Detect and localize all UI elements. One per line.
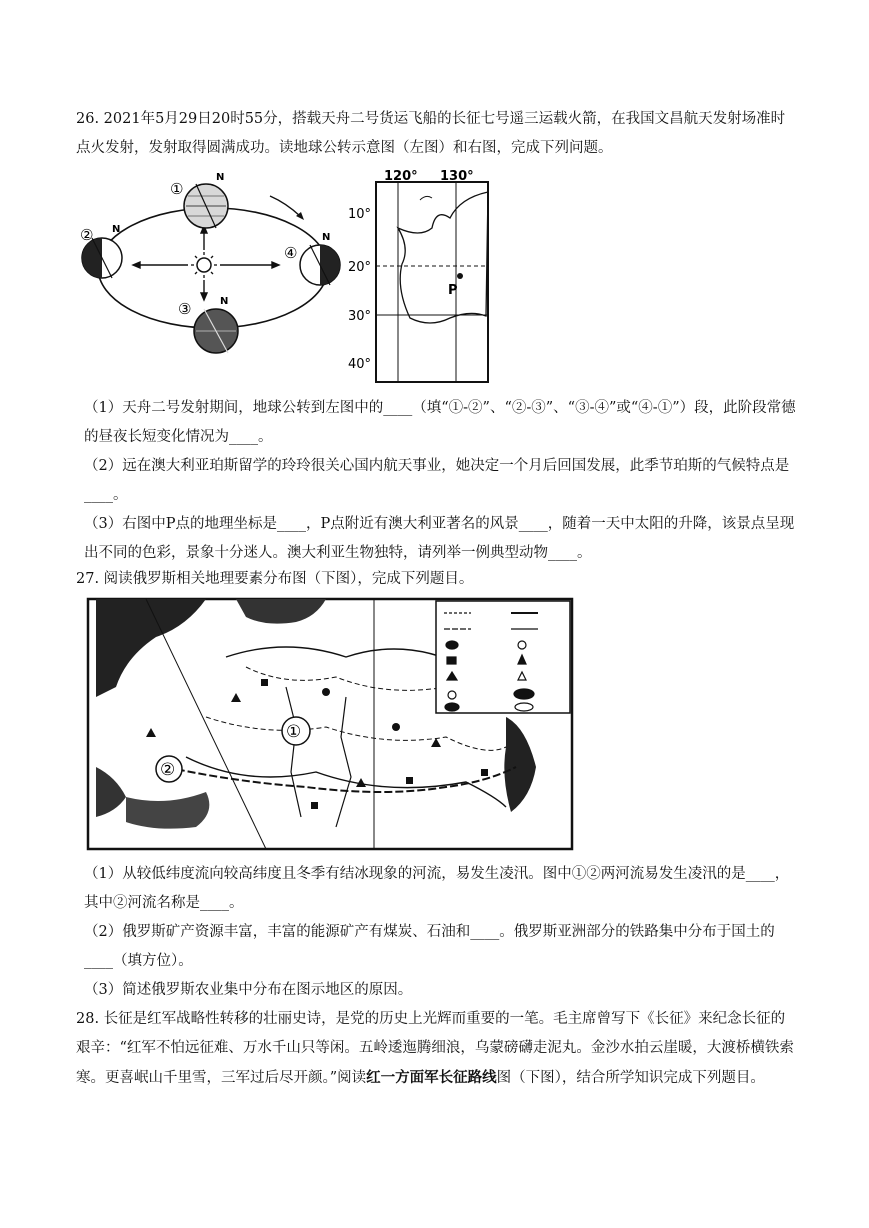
point-p-label: P bbox=[448, 283, 458, 298]
sun-icon bbox=[191, 252, 217, 278]
orbit-label-3: ③ bbox=[178, 300, 192, 318]
earth-position-1 bbox=[184, 184, 228, 228]
lon-label-130: 130° bbox=[440, 169, 474, 184]
north-label-2: N bbox=[112, 224, 121, 235]
map-legend bbox=[436, 601, 570, 713]
map-label-2: ② bbox=[160, 760, 176, 780]
lat-label-20: 20° bbox=[348, 260, 372, 275]
orbit-label-1: ① bbox=[170, 180, 184, 198]
north-label-1: N bbox=[216, 172, 225, 183]
q27-sub1: （1）从较低纬度流向较高纬度且冬季有结冰现象的河流，易发生凌汛。图中①②两河流易发生凌汛的是____，其中②河流名称是____。 bbox=[84, 866, 790, 911]
q26-sub2: （2）远在澳大利亚珀斯留学的玲玲很关心国内航天事业，她决定一个月后回国发展，此季节珀斯的气候特点是____。 bbox=[84, 458, 790, 503]
earth-position-3 bbox=[194, 309, 238, 353]
q28-text bbox=[76, 1005, 796, 1093]
orbit-label-2: ② bbox=[80, 226, 94, 244]
q27-intro: 27. 阅读俄罗斯相关地理要素分布图（下图），完成下列题目。 bbox=[76, 571, 474, 587]
lat-label-40: 40° bbox=[348, 357, 372, 372]
q27-sub3: （3）简述俄罗斯农业集中分布在图示地区的原因。 bbox=[84, 982, 413, 998]
russia-map bbox=[86, 597, 576, 853]
north-label-4: N bbox=[322, 232, 331, 243]
q26-sub3: （3）右图中P点的地理坐标是____，P点附近有澳大利亚著名的风景____，随着一天中太阳的升降，该景点呈现出不同的色彩，景象十分迷人。澳大利亚生物独特，请列举一例典型动物____。 bbox=[84, 516, 795, 561]
lon-label-120: 120° bbox=[384, 169, 418, 184]
earth-revolution-diagram bbox=[78, 168, 348, 383]
orbit-label-4: ④ bbox=[284, 244, 298, 262]
q28-text-before: 28. 长征是红军战略性转移的壮丽史诗，是党的历史上光辉而重要的一笔。毛主席曾写下《长征》来纪念长征的艰辛：“红军不怕远征难、万水千山只等闲。五岭逶迤腾细浪，乌蒙磅礴走泥丸。金沙水拍云崖暖，大渡桥横铁索寒。更喜岷山千里雪，三军过后尽开颜。”阅读 bbox=[76, 1011, 794, 1086]
earth-position-2 bbox=[82, 238, 122, 278]
map-label-1: ① bbox=[286, 722, 302, 742]
lat-label-30: 30° bbox=[348, 309, 372, 324]
q26-sub1: （1）天舟二号发射期间，地球公转到左图中的____（填“①-②”、“②-③”、“③-④”或“④-①”）段，此阶段常德的昼夜长短变化情况为____。 bbox=[84, 400, 796, 445]
earth-position-4 bbox=[300, 245, 340, 285]
q26-intro: 26. 2021年5月29日20时55分，搭载天舟二号货运飞船的长征七号遥三运载火箭，在我国文昌航天发射场准时点火发射，发射取得圆满成功。读地球公转示意图（左图）和右图，完成下列问题。 bbox=[76, 111, 786, 156]
lat-label-10: 10° bbox=[348, 207, 372, 222]
q27-sub2: （2）俄罗斯矿产资源丰富，丰富的能源矿产有煤炭、石油和____。俄罗斯亚洲部分的铁路集中分布于国土的____（填方位）。 bbox=[84, 924, 775, 969]
point-p-marker bbox=[457, 273, 463, 279]
q28-bold-title: 红一方面军长征路线 bbox=[366, 1069, 497, 1086]
north-label-3: N bbox=[220, 296, 229, 307]
q28-text-after: 图（下图），结合所学知识完成下列题目。 bbox=[496, 1070, 765, 1086]
australia-map bbox=[340, 168, 495, 386]
